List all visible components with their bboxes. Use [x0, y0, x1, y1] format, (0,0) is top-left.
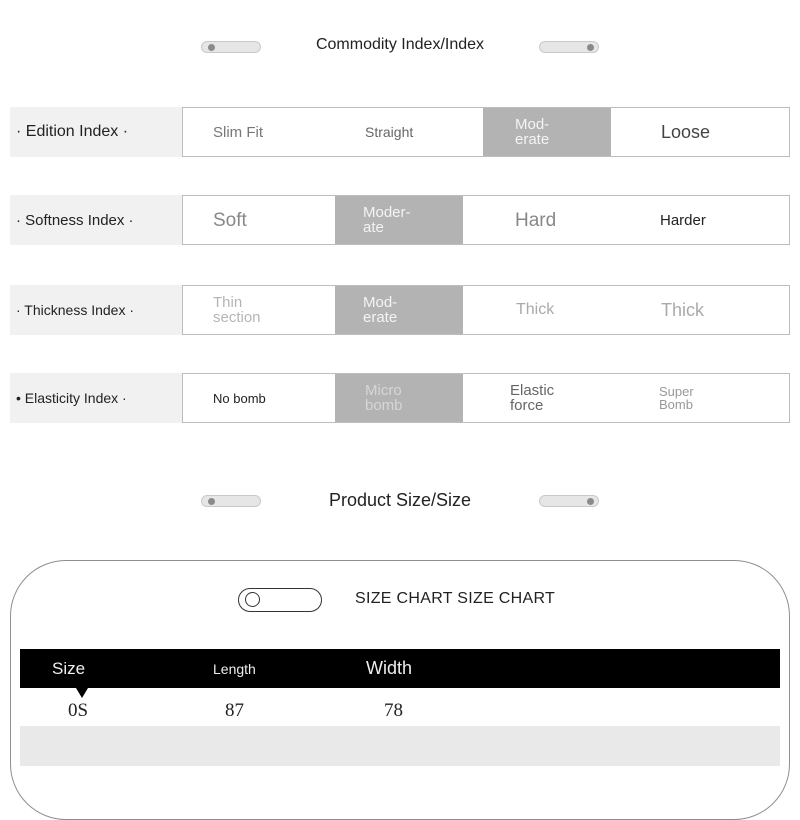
option-super-bomb[interactable]: Super Bomb	[659, 384, 694, 412]
elasticity-index-label: • Elasticity Index ·	[10, 373, 182, 423]
toggle-icon	[238, 588, 322, 612]
softness-index-row	[10, 195, 790, 245]
option-thick[interactable]: Thick	[516, 301, 555, 318]
cell-size: 0S	[68, 700, 89, 721]
option-moderate-selected[interactable]: Mod- erate	[483, 108, 611, 156]
header-width: Width	[366, 658, 413, 678]
commodity-index-title: Commodity Index/Index	[315, 36, 485, 53]
softness-index-label: · Softness Index ·	[10, 195, 182, 245]
size-table-header	[20, 649, 780, 688]
option-thin-section[interactable]: Thin section	[213, 294, 261, 326]
product-size-title: Product Size/Size	[328, 490, 472, 510]
option-thick-2[interactable]: Thick	[661, 300, 705, 320]
option-harder[interactable]: Harder	[660, 211, 706, 229]
edition-index-label: · Edition Index ·	[10, 107, 182, 157]
edition-index-options	[182, 107, 790, 157]
elasticity-index-options	[182, 373, 790, 423]
elasticity-index-row	[10, 373, 790, 423]
heading-pill-right	[539, 495, 599, 507]
option-micro-bomb-selected[interactable]: Micro bomb	[335, 374, 463, 422]
header-pointer-icon	[76, 688, 88, 698]
option-no-bomb[interactable]: No bomb	[213, 390, 266, 406]
toggle-knob	[245, 592, 260, 607]
pill-dot	[587, 498, 594, 505]
edition-index-row	[10, 107, 790, 157]
option-hard[interactable]: Hard	[515, 209, 557, 231]
thickness-index-row	[10, 285, 790, 335]
option-straight[interactable]: Straight	[365, 124, 414, 140]
option-elastic-force[interactable]: Elastic force	[510, 382, 555, 414]
heading-pill-right	[539, 41, 599, 53]
size-chart-title: SIZE CHART SIZE CHART	[355, 590, 556, 607]
cell-length: 87	[225, 700, 244, 721]
option-slim-fit[interactable]: Slim Fit	[213, 123, 263, 141]
header-size: Size	[52, 658, 86, 678]
option-soft[interactable]: Soft	[213, 209, 247, 231]
cell-width: 78	[384, 700, 403, 721]
softness-index-options	[182, 195, 790, 245]
thickness-index-label: · Thickness Index ·	[10, 285, 182, 335]
table-row-empty	[20, 726, 780, 766]
option-loose[interactable]: Loose	[661, 122, 711, 142]
option-moderate-selected[interactable]: Mod- erate	[335, 286, 463, 334]
header-length: Length	[213, 660, 256, 677]
option-moderate-selected[interactable]: Moder- ate	[335, 196, 463, 244]
pill-dot	[587, 44, 594, 51]
thickness-index-options	[182, 285, 790, 335]
